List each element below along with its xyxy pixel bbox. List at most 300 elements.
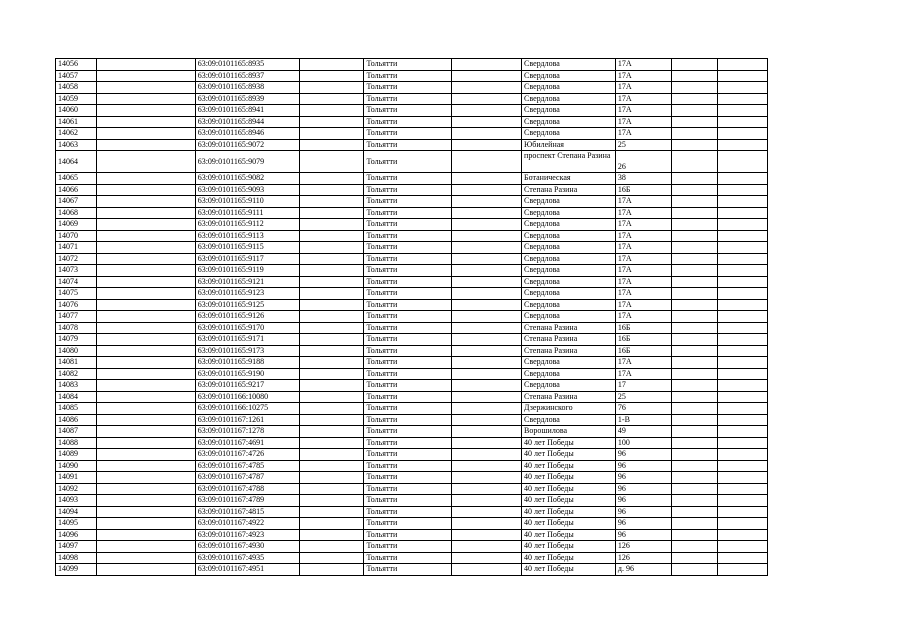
street-cell: 40 лет Победы xyxy=(522,541,616,553)
empty-cell xyxy=(671,311,717,323)
city-cell: Тольятти xyxy=(364,345,451,357)
row-number-cell: 14057 xyxy=(56,70,97,82)
street-cell: Свердлова xyxy=(522,219,616,231)
row-number-cell: 14091 xyxy=(56,472,97,484)
empty-cell xyxy=(451,207,521,219)
empty-cell xyxy=(717,105,767,117)
empty-cell xyxy=(97,116,195,128)
cadastral-number-cell: 63:09:0101166:10080 xyxy=(195,391,299,403)
cadastral-number-cell: 63:09:0101167:4726 xyxy=(195,449,299,461)
empty-cell xyxy=(299,299,364,311)
empty-cell xyxy=(717,276,767,288)
row-number-cell: 14085 xyxy=(56,403,97,415)
city-cell: Тольятти xyxy=(364,128,451,140)
city-cell: Тольятти xyxy=(364,403,451,415)
empty-cell xyxy=(97,219,195,231)
empty-cell xyxy=(717,184,767,196)
empty-cell xyxy=(299,93,364,105)
house-cell: 96 xyxy=(615,518,671,530)
empty-cell xyxy=(717,426,767,438)
empty-cell xyxy=(671,322,717,334)
table-row xyxy=(56,414,768,426)
empty-cell xyxy=(299,288,364,300)
empty-cell xyxy=(451,276,521,288)
empty-cell xyxy=(299,564,364,576)
cadastral-number-cell: 63:09:0101167:4815 xyxy=(195,506,299,518)
empty-cell xyxy=(671,460,717,472)
row-number-cell: 14095 xyxy=(56,518,97,530)
cadastral-number-cell: 63:09:0101165:9123 xyxy=(195,288,299,300)
empty-cell xyxy=(97,495,195,507)
city-cell: Тольятти xyxy=(364,449,451,461)
street-cell: Свердлова xyxy=(522,105,616,117)
house-cell: 16Б xyxy=(615,322,671,334)
empty-cell xyxy=(97,483,195,495)
empty-cell xyxy=(717,151,767,173)
city-cell: Тольятти xyxy=(364,380,451,392)
row-number-cell: 14063 xyxy=(56,139,97,151)
street-cell: Свердлова xyxy=(522,288,616,300)
empty-cell xyxy=(717,207,767,219)
house-cell: 17А xyxy=(615,299,671,311)
empty-cell xyxy=(671,345,717,357)
row-number-cell: 14075 xyxy=(56,288,97,300)
empty-cell xyxy=(671,82,717,94)
table-row xyxy=(56,70,768,82)
house-cell: 17А xyxy=(615,357,671,369)
empty-cell xyxy=(671,299,717,311)
row-number-cell: 14086 xyxy=(56,414,97,426)
cadastral-number-cell: 63:09:0101165:9126 xyxy=(195,311,299,323)
street-cell: 40 лет Победы xyxy=(522,552,616,564)
cadastral-number-cell: 63:09:0101165:9125 xyxy=(195,299,299,311)
cadastral-number-cell: 63:09:0101165:8937 xyxy=(195,70,299,82)
empty-cell xyxy=(717,437,767,449)
city-cell: Тольятти xyxy=(364,242,451,254)
city-cell: Тольятти xyxy=(364,506,451,518)
row-number-cell: 14061 xyxy=(56,116,97,128)
empty-cell xyxy=(671,230,717,242)
empty-cell xyxy=(97,82,195,94)
city-cell: Тольятти xyxy=(364,59,451,71)
row-number-cell: 14062 xyxy=(56,128,97,140)
empty-cell xyxy=(299,184,364,196)
cadastral-number-cell: 63:09:0101165:9110 xyxy=(195,196,299,208)
empty-cell xyxy=(451,151,521,173)
row-number-cell: 14060 xyxy=(56,105,97,117)
city-cell: Тольятти xyxy=(364,357,451,369)
empty-cell xyxy=(717,93,767,105)
empty-cell xyxy=(717,196,767,208)
empty-cell xyxy=(299,311,364,323)
street-cell: Ботаническая xyxy=(522,173,616,185)
empty-cell xyxy=(299,230,364,242)
empty-cell xyxy=(717,322,767,334)
street-cell: 40 лет Победы xyxy=(522,564,616,576)
cadastral-number-cell: 63:09:0101167:4785 xyxy=(195,460,299,472)
city-cell: Тольятти xyxy=(364,472,451,484)
empty-cell xyxy=(671,288,717,300)
empty-cell xyxy=(299,151,364,173)
empty-cell xyxy=(671,449,717,461)
city-cell: Тольятти xyxy=(364,207,451,219)
row-number-cell: 14056 xyxy=(56,59,97,71)
house-cell: 25 xyxy=(615,139,671,151)
empty-cell xyxy=(671,334,717,346)
street-cell: Свердлова xyxy=(522,59,616,71)
house-cell: 96 xyxy=(615,495,671,507)
empty-cell xyxy=(451,116,521,128)
empty-cell xyxy=(671,541,717,553)
city-cell: Тольятти xyxy=(364,552,451,564)
cadastral-number-cell: 63:09:0101167:1278 xyxy=(195,426,299,438)
empty-cell xyxy=(299,139,364,151)
empty-cell xyxy=(671,93,717,105)
empty-cell xyxy=(299,116,364,128)
empty-cell xyxy=(671,173,717,185)
row-number-cell: 14081 xyxy=(56,357,97,369)
empty-cell xyxy=(451,242,521,254)
empty-cell xyxy=(299,207,364,219)
empty-cell xyxy=(299,265,364,277)
empty-cell xyxy=(451,437,521,449)
house-cell: 17А xyxy=(615,368,671,380)
empty-cell xyxy=(671,59,717,71)
row-number-cell: 14083 xyxy=(56,380,97,392)
city-cell: Тольятти xyxy=(364,288,451,300)
empty-cell xyxy=(451,253,521,265)
empty-cell xyxy=(299,495,364,507)
house-cell: 17А xyxy=(615,253,671,265)
table-row xyxy=(56,495,768,507)
empty-cell xyxy=(451,93,521,105)
empty-cell xyxy=(451,219,521,231)
table-row xyxy=(56,311,768,323)
table-row xyxy=(56,151,768,173)
empty-cell xyxy=(97,322,195,334)
empty-cell xyxy=(717,219,767,231)
table-row xyxy=(56,472,768,484)
house-cell: 17А xyxy=(615,196,671,208)
empty-cell xyxy=(97,265,195,277)
empty-cell xyxy=(671,552,717,564)
empty-cell xyxy=(671,518,717,530)
cadastral-number-cell: 63:09:0101165:9115 xyxy=(195,242,299,254)
house-cell: 17А xyxy=(615,93,671,105)
empty-cell xyxy=(717,299,767,311)
row-number-cell: 14078 xyxy=(56,322,97,334)
house-cell: 17А xyxy=(615,207,671,219)
city-cell: Тольятти xyxy=(364,311,451,323)
empty-cell xyxy=(451,472,521,484)
city-cell: Тольятти xyxy=(364,253,451,265)
city-cell: Тольятти xyxy=(364,368,451,380)
empty-cell xyxy=(717,59,767,71)
table-row xyxy=(56,334,768,346)
house-cell: 17А xyxy=(615,116,671,128)
row-number-cell: 14072 xyxy=(56,253,97,265)
street-cell: 40 лет Победы xyxy=(522,460,616,472)
empty-cell xyxy=(97,529,195,541)
empty-cell xyxy=(671,391,717,403)
empty-cell xyxy=(451,70,521,82)
empty-cell xyxy=(717,368,767,380)
cadastral-number-cell: 63:09:0101167:4789 xyxy=(195,495,299,507)
street-cell: Свердлова xyxy=(522,380,616,392)
cadastral-number-cell: 63:09:0101167:4923 xyxy=(195,529,299,541)
house-cell: 1-В xyxy=(615,414,671,426)
street-cell: Свердлова xyxy=(522,196,616,208)
row-number-cell: 14076 xyxy=(56,299,97,311)
empty-cell xyxy=(671,506,717,518)
empty-cell xyxy=(717,345,767,357)
empty-cell xyxy=(717,449,767,461)
empty-cell xyxy=(671,116,717,128)
empty-cell xyxy=(451,541,521,553)
empty-cell xyxy=(97,380,195,392)
city-cell: Тольятти xyxy=(364,564,451,576)
table-row xyxy=(56,322,768,334)
row-number-cell: 14080 xyxy=(56,345,97,357)
empty-cell xyxy=(671,219,717,231)
empty-cell xyxy=(299,253,364,265)
cadastral-number-cell: 63:09:0101165:8935 xyxy=(195,59,299,71)
empty-cell xyxy=(451,322,521,334)
table-row xyxy=(56,518,768,530)
table-row xyxy=(56,128,768,140)
empty-cell xyxy=(717,403,767,415)
table-row xyxy=(56,483,768,495)
cadastral-number-cell: 63:09:0101165:9190 xyxy=(195,368,299,380)
empty-cell xyxy=(299,426,364,438)
empty-cell xyxy=(97,173,195,185)
city-cell: Тольятти xyxy=(364,541,451,553)
street-cell: Степана Разина xyxy=(522,391,616,403)
empty-cell xyxy=(717,391,767,403)
empty-cell xyxy=(671,357,717,369)
house-cell: 17А xyxy=(615,105,671,117)
empty-cell xyxy=(299,460,364,472)
row-number-cell: 14082 xyxy=(56,368,97,380)
city-cell: Тольятти xyxy=(364,391,451,403)
street-cell: Степана Разина xyxy=(522,345,616,357)
empty-cell xyxy=(299,173,364,185)
city-cell: Тольятти xyxy=(364,276,451,288)
row-number-cell: 14098 xyxy=(56,552,97,564)
empty-cell xyxy=(717,265,767,277)
cadastral-number-cell: 63:09:0101165:8938 xyxy=(195,82,299,94)
street-cell: Свердлова xyxy=(522,70,616,82)
cadastral-number-cell: 63:09:0101165:9093 xyxy=(195,184,299,196)
city-cell: Тольятти xyxy=(364,196,451,208)
street-cell: Степана Разина xyxy=(522,322,616,334)
empty-cell xyxy=(97,357,195,369)
row-number-cell: 14089 xyxy=(56,449,97,461)
row-number-cell: 14092 xyxy=(56,483,97,495)
house-cell: 100 xyxy=(615,437,671,449)
city-cell: Тольятти xyxy=(364,70,451,82)
street-cell: Степана Разина xyxy=(522,334,616,346)
table-row xyxy=(56,506,768,518)
row-number-cell: 14077 xyxy=(56,311,97,323)
house-cell: 96 xyxy=(615,506,671,518)
table-row xyxy=(56,207,768,219)
empty-cell xyxy=(451,391,521,403)
empty-cell xyxy=(717,334,767,346)
table-row xyxy=(56,437,768,449)
city-cell: Тольятти xyxy=(364,299,451,311)
row-number-cell: 14090 xyxy=(56,460,97,472)
empty-cell xyxy=(97,184,195,196)
cadastral-number-cell: 63:09:0101165:9188 xyxy=(195,357,299,369)
cadastral-number-cell: 63:09:0101167:4691 xyxy=(195,437,299,449)
cadastral-number-cell: 63:09:0101167:1261 xyxy=(195,414,299,426)
empty-cell xyxy=(451,460,521,472)
city-cell: Тольятти xyxy=(364,173,451,185)
empty-cell xyxy=(97,564,195,576)
cadastral-number-cell: 63:09:0101167:4922 xyxy=(195,518,299,530)
empty-cell xyxy=(671,207,717,219)
cadastral-number-cell: 63:09:0101165:9079 xyxy=(195,151,299,173)
table-row xyxy=(56,139,768,151)
empty-cell xyxy=(97,368,195,380)
empty-cell xyxy=(451,552,521,564)
table-row xyxy=(56,541,768,553)
house-cell: 17А xyxy=(615,311,671,323)
empty-cell xyxy=(671,564,717,576)
city-cell: Тольятти xyxy=(364,426,451,438)
table-row xyxy=(56,564,768,576)
empty-cell xyxy=(451,529,521,541)
empty-cell xyxy=(299,219,364,231)
empty-cell xyxy=(97,230,195,242)
row-number-cell: 14097 xyxy=(56,541,97,553)
empty-cell xyxy=(451,368,521,380)
empty-cell xyxy=(671,472,717,484)
city-cell: Тольятти xyxy=(364,82,451,94)
empty-cell xyxy=(717,116,767,128)
empty-cell xyxy=(717,311,767,323)
cadastral-number-cell: 63:09:0101167:4788 xyxy=(195,483,299,495)
empty-cell xyxy=(97,207,195,219)
empty-cell xyxy=(97,151,195,173)
cadastral-number-cell: 63:09:0101167:4930 xyxy=(195,541,299,553)
row-number-cell: 14066 xyxy=(56,184,97,196)
empty-cell xyxy=(717,357,767,369)
house-cell: 49 xyxy=(615,426,671,438)
street-cell: Свердлова xyxy=(522,128,616,140)
empty-cell xyxy=(97,105,195,117)
table-row xyxy=(56,460,768,472)
empty-cell xyxy=(299,357,364,369)
street-cell: проспект Степана Разина xyxy=(522,151,616,173)
empty-cell xyxy=(97,472,195,484)
empty-cell xyxy=(97,242,195,254)
row-number-cell: 14059 xyxy=(56,93,97,105)
empty-cell xyxy=(717,495,767,507)
empty-cell xyxy=(97,70,195,82)
empty-cell xyxy=(451,299,521,311)
empty-cell xyxy=(717,288,767,300)
empty-cell xyxy=(97,253,195,265)
city-cell: Тольятти xyxy=(364,529,451,541)
empty-cell xyxy=(97,460,195,472)
house-cell: 17А xyxy=(615,265,671,277)
city-cell: Тольятти xyxy=(364,219,451,231)
empty-cell xyxy=(451,495,521,507)
empty-cell xyxy=(97,518,195,530)
table-row xyxy=(56,368,768,380)
empty-cell xyxy=(299,472,364,484)
empty-cell xyxy=(671,414,717,426)
row-number-cell: 14093 xyxy=(56,495,97,507)
empty-cell xyxy=(451,483,521,495)
empty-cell xyxy=(299,414,364,426)
cadastral-number-cell: 63:09:0101167:4787 xyxy=(195,472,299,484)
empty-cell xyxy=(97,334,195,346)
empty-cell xyxy=(451,173,521,185)
street-cell: Свердлова xyxy=(522,230,616,242)
empty-cell xyxy=(97,449,195,461)
house-cell: 17А xyxy=(615,230,671,242)
empty-cell xyxy=(671,253,717,265)
empty-cell xyxy=(97,276,195,288)
table-row xyxy=(56,230,768,242)
empty-cell xyxy=(299,128,364,140)
row-number-cell: 14096 xyxy=(56,529,97,541)
cadastral-number-cell: 63:09:0101165:9217 xyxy=(195,380,299,392)
empty-cell xyxy=(451,82,521,94)
empty-cell xyxy=(299,276,364,288)
table-row xyxy=(56,59,768,71)
street-cell: Дзержинского xyxy=(522,403,616,415)
empty-cell xyxy=(671,105,717,117)
house-cell: 26 xyxy=(615,151,671,173)
house-cell: 96 xyxy=(615,449,671,461)
empty-cell xyxy=(299,449,364,461)
empty-cell xyxy=(671,139,717,151)
table-body xyxy=(56,59,768,576)
cadastral-number-cell: 63:09:0101165:9121 xyxy=(195,276,299,288)
table-row xyxy=(56,116,768,128)
empty-cell xyxy=(671,128,717,140)
cadastral-number-cell: 63:09:0101165:9117 xyxy=(195,253,299,265)
empty-cell xyxy=(299,322,364,334)
city-cell: Тольятти xyxy=(364,184,451,196)
empty-cell xyxy=(451,230,521,242)
empty-cell xyxy=(451,184,521,196)
row-number-cell: 14069 xyxy=(56,219,97,231)
empty-cell xyxy=(97,426,195,438)
empty-cell xyxy=(451,265,521,277)
empty-cell xyxy=(671,368,717,380)
empty-cell xyxy=(717,472,767,484)
empty-cell xyxy=(299,552,364,564)
empty-cell xyxy=(717,483,767,495)
street-cell: Свердлова xyxy=(522,276,616,288)
table-row xyxy=(56,552,768,564)
house-cell: 16Б xyxy=(615,184,671,196)
empty-cell xyxy=(97,391,195,403)
empty-cell xyxy=(451,128,521,140)
register-table xyxy=(55,58,768,576)
row-number-cell: 14088 xyxy=(56,437,97,449)
table-row xyxy=(56,173,768,185)
street-cell: Степана Разина xyxy=(522,184,616,196)
cadastral-number-cell: 63:09:0101165:9171 xyxy=(195,334,299,346)
table-row xyxy=(56,529,768,541)
table-row xyxy=(56,184,768,196)
